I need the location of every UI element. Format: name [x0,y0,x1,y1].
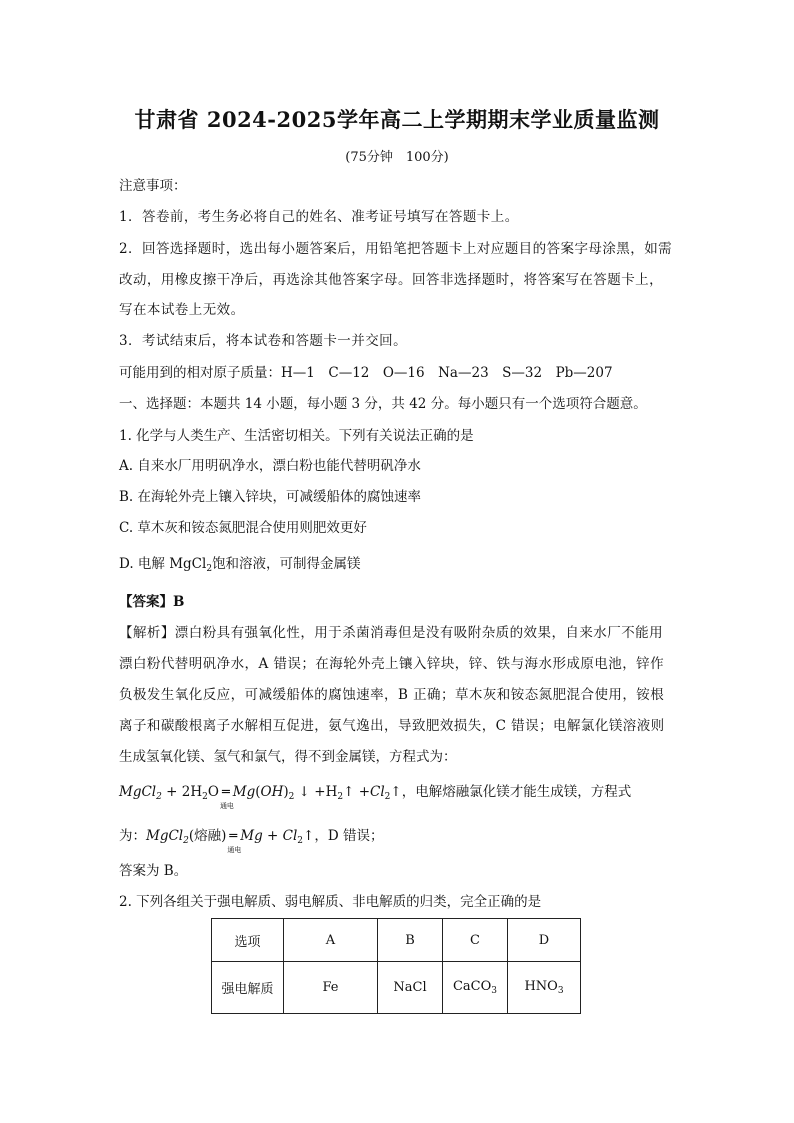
q1-eq1-condition: 通电 [219,802,234,810]
q1-option-a: A. 自来水厂用明矾净水，漂白粉也能代替明矾净水 [119,458,421,474]
table-cell: Fe [284,962,378,1014]
page-subtitle: (75分钟 100分) [345,150,449,165]
cell-formula-sub: 3 [557,986,564,996]
table-cell [508,962,581,1014]
table-cell: 强电解质 [212,962,284,1014]
table-cell [443,962,508,1014]
q1-equation-2: 为：MgCl$_2$(熔融) ═ 通电 $Mg + Cl_2↑$，D 错误； [119,826,383,851]
q1-option-c: C. 草木灰和铵态氮肥混合使用则肥效更好 [119,520,367,536]
q1-option-b: B. 在海轮外壳上镶入锌块，可减缓船体的腐蚀速率 [119,489,422,505]
q1-eq2-melt: 熔融 [194,828,222,844]
q2-stem: 2. 下列各组关于强电解质、弱电解质、非电解质的归类，完全正确的是 [119,894,542,910]
atomic-mass-line: 可能用到的相对原子质量：H—1 C—12 O—16 Na—23 S—32 Pb—207 [119,365,613,381]
table-header-row [212,919,581,962]
notes-heading: 注意事项： [119,178,187,194]
page-title: 甘肃省 2024-2025学年高二上学期期末学业质量监测 [134,107,660,132]
q1-option-d-post: 饱和溶液，可制得金属镁 [212,556,361,572]
section-1-heading: 一、选择题：本题共 14 小题，每小题 3 分，共 42 分。每小题只有一个选项符合题意。 [119,396,647,412]
cell-formula: CaCO [452,979,492,994]
q1-stem: 1. 化学与人类生产、生活密切相关。下列有关说法正确的是 [119,428,474,444]
q2-options-table [211,918,581,1014]
q1-explanation-line-2: 漂白粉代替明矾净水，A 错误；在海轮外壳上镶入锌块，锌、铁与海水形成原电池，锌作 [119,656,665,672]
q1-explanation-line-1: 【解析】漂白粉具有强氧化性，用于杀菌消毒但是没有吸附杂质的效果，自来水厂不能用 [119,625,664,641]
cell-formula-sub: 3 [491,986,498,996]
q1-eq2-tail: ，D 错误； [314,828,384,844]
q1-eq2-prefix: 为： [119,828,146,844]
note-item-1: 1．答卷前，考生务必将自己的姓名、准考证号填写在答题卡上。 [119,209,519,225]
q1-eq1-tail: ，电解熔融氯化镁才能生成镁，方程式 [401,784,632,800]
note-item-3: 3．考试结束后，将本试卷和答题卡一并交回。 [119,333,408,349]
note-item-2-line-1: 2．回答选择题时，选出每小题答案后，用铅笔把答题卡上对应题目的答案字母涂黑，如需 [119,241,673,257]
note-item-2-line-2: 改动，用橡皮擦干净后，再选涂其他答案字母。回答非选择题时，将答案写在答题卡上， [119,272,664,288]
q1-answer: 【答案】B [119,594,185,610]
note-item-2-line-3: 写在本试卷上无效。 [119,302,245,318]
table-cell: 选项 [212,919,284,962]
q1-equation-1: MgCl$_2$ + $2H_2O$ ═ 通电 $Mg(OH)_2$ ↓ $+H_2↑$ $+Cl_2↑$，电解熔融氯化镁才能生成镁，方程式 [119,782,631,807]
table-cell: C [443,919,508,962]
table-row [212,962,581,1014]
cell-formula: HNO [524,979,558,994]
q1-explanation-line-3: 负极发生氧化反应，可减缓船体的腐蚀速率，B 正确；草木灰和铵态氮肥混合使用，铵根 [119,687,665,703]
q1-option-d-sub: 2 [206,564,213,574]
q1-option-d-pre: D. 电解 MgCl [119,556,207,572]
table-cell: B [378,919,443,962]
table-cell: A [284,919,378,962]
q1-eq2-condition: 通电 [227,846,242,854]
q1-conclusion: 答案为 B。 [119,863,188,879]
table-cell: D [508,919,581,962]
q1-explanation-line-4: 离子和碳酸根离子水解相互促进，氨气逸出，导致肥效损失，C 错误；电解氯化镁溶液则 [119,718,665,734]
q1-explanation-line-5: 生成氢氧化镁、氢气和氯气，得不到金属镁，方程式为： [119,749,457,765]
q1-option-d [119,554,361,579]
table-cell: NaCl [378,962,443,1014]
